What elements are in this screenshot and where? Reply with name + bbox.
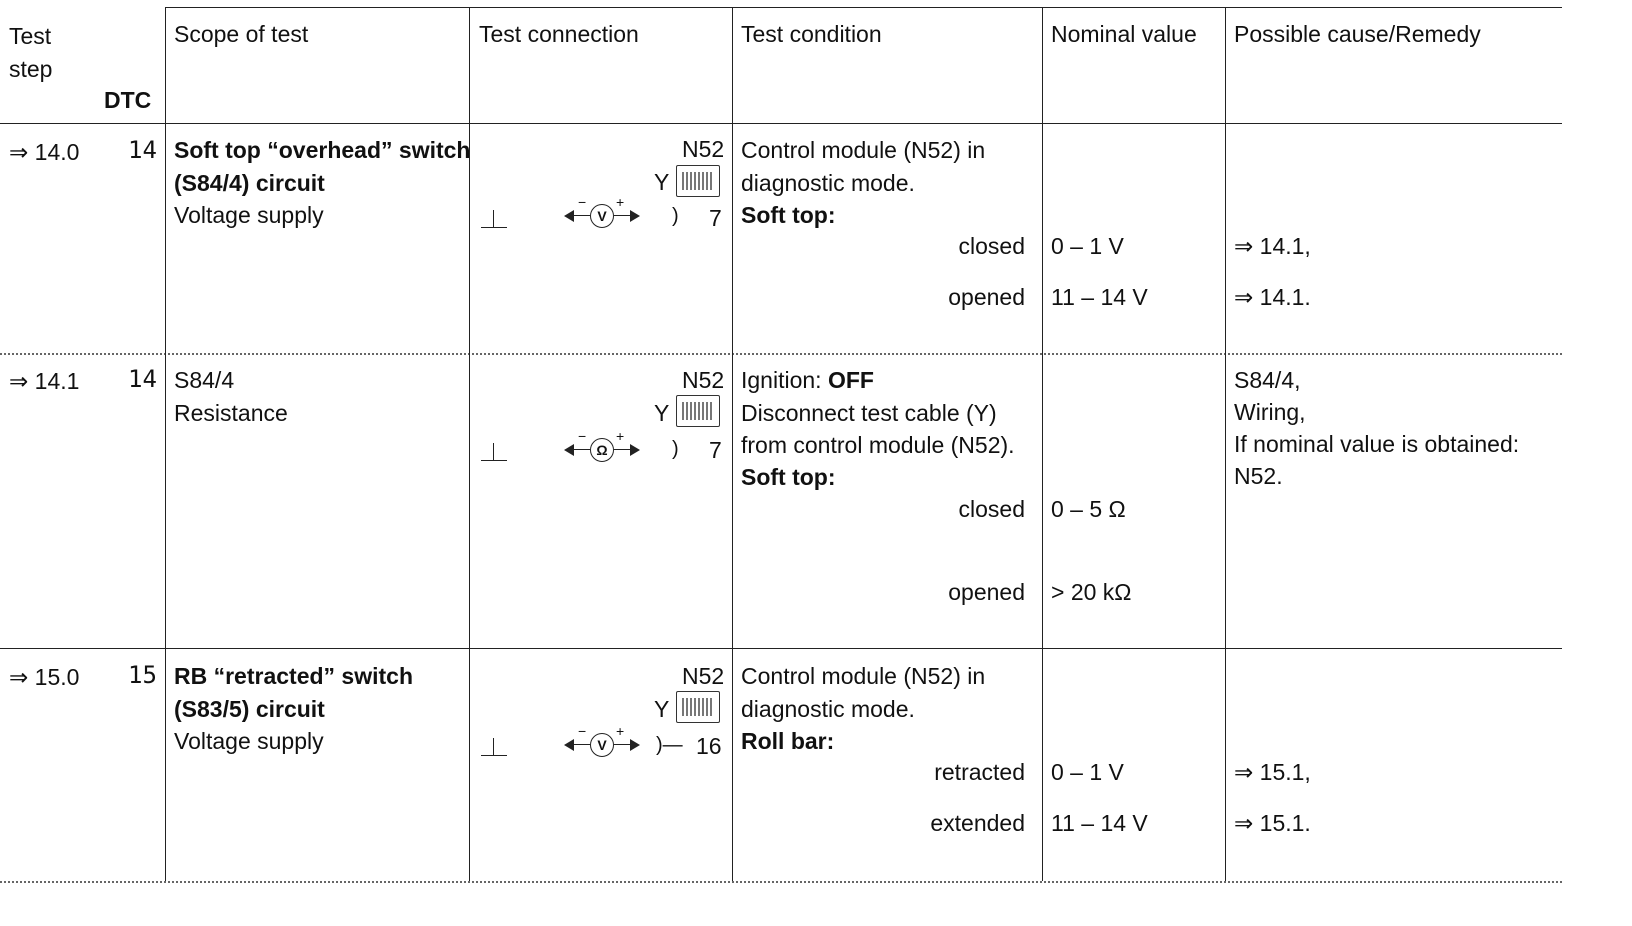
header-test-step-2: step — [9, 56, 53, 82]
meter-symbol-volt: V — [590, 733, 614, 757]
row-14-0-cable: Y — [654, 169, 670, 195]
meter-symbol-volt: V — [590, 204, 614, 228]
row-14-1-state-1: closed — [958, 496, 1025, 522]
row-15-0-step: ⇒ 15.0 — [9, 664, 80, 690]
pin-connector-icon: )— — [656, 734, 683, 756]
header-condition: Test condition — [741, 21, 882, 47]
test-socket-icon — [676, 691, 720, 723]
ground-symbol-icon — [481, 210, 507, 228]
row-14-1-cond-prefix: Ignition: — [741, 367, 828, 393]
pin-connector-icon: ) — [672, 438, 679, 460]
ground-symbol-icon — [481, 443, 507, 461]
row-14-0-pin: 7 — [709, 205, 722, 231]
test-socket-icon — [676, 395, 720, 427]
row-14-1-step: ⇒ 14.1 — [9, 368, 80, 394]
row-14-1-cond-1 — [741, 368, 874, 392]
row-15-0-nominal-2: 11 – 14 V — [1051, 810, 1148, 836]
row-15-0-state-1: retracted — [934, 759, 1025, 785]
row-14-1-state-2: opened — [948, 579, 1025, 605]
header-nominal: Nominal value — [1051, 21, 1197, 47]
row-15-0-cond-bold: Roll bar: — [741, 728, 835, 754]
pin-connector-icon: ) — [672, 205, 679, 227]
row-14-1-nominal-2: > 20 kΩ — [1051, 579, 1132, 605]
row-15-0-cause-2: ⇒ 15.1. — [1234, 810, 1311, 836]
col-divider-nominal — [1042, 7, 1043, 881]
row-14-1-cond-2: Disconnect test cable (Y) — [741, 400, 997, 426]
row-14-1-cause-4: N52. — [1234, 463, 1283, 489]
row-14-1-cause-1: S84/4, — [1234, 367, 1301, 393]
multimeter-icon: − V + — [564, 200, 640, 230]
row-15-0-scope-sub: Voltage supply — [174, 728, 324, 754]
row-15-0-state-2: extended — [930, 810, 1025, 836]
row-14-1-dtc: 14 — [128, 365, 157, 393]
row-14-1-cause-2: Wiring, — [1234, 399, 1306, 425]
row-14-0-state-2: opened — [948, 284, 1025, 310]
row-15-0-nominal-1: 0 – 1 V — [1051, 759, 1124, 785]
row-14-0-scope-title: Soft top “overhead” switch — [174, 137, 471, 163]
row-14-0-cond-bold: Soft top: — [741, 202, 836, 228]
row-14-1-nominal-1: 0 – 5 Ω — [1051, 496, 1126, 522]
ground-symbol-icon — [481, 738, 507, 756]
row-14-0-nominal-2: 11 – 14 V — [1051, 284, 1148, 310]
row-14-0-cond-2: diagnostic mode. — [741, 170, 915, 196]
row-14-1-scope-1: S84/4 — [174, 367, 235, 393]
row-14-0-dtc: 14 — [128, 136, 157, 164]
row-divider-1 — [0, 353, 1562, 355]
row-15-0-cause-1: ⇒ 15.1, — [1234, 759, 1311, 785]
test-socket-icon — [676, 165, 720, 197]
col-divider-cause — [1225, 7, 1226, 881]
row-14-1-module: N52 — [682, 367, 725, 393]
col-divider-scope — [165, 7, 166, 881]
row-15-0-cond-2: diagnostic mode. — [741, 696, 915, 722]
row-14-0-module: N52 — [682, 136, 725, 162]
row-15-0-dtc: 15 — [128, 661, 157, 689]
meter-symbol-ohm: Ω — [590, 438, 614, 462]
row-14-1-pin: 7 — [709, 437, 722, 463]
row-14-0-state-1: closed — [958, 233, 1025, 259]
row-15-0-cond-1: Control module (N52) in — [741, 663, 986, 689]
row-14-0-step: ⇒ 14.0 — [9, 139, 80, 165]
row-15-0-pin: 16 — [696, 733, 722, 759]
row-14-0-cause-2: ⇒ 14.1. — [1234, 284, 1311, 310]
row-15-0-scope-title: RB “retracted” switch — [174, 663, 414, 689]
header-cause: Possible cause/Remedy — [1234, 21, 1481, 47]
header-scope: Scope of test — [174, 21, 309, 47]
row-14-0-scope-sub: Voltage supply — [174, 202, 324, 228]
header-dtc: DTC — [104, 87, 152, 113]
row-divider-2 — [0, 648, 1562, 649]
header-connection: Test connection — [479, 21, 639, 47]
header-bottom-border — [0, 123, 1562, 124]
table-bottom-border — [0, 881, 1562, 883]
row-14-0-cause-1: ⇒ 14.1, — [1234, 233, 1311, 259]
row-15-0-module: N52 — [682, 663, 725, 689]
row-14-0-scope-circuit: (S84/4) circuit — [174, 170, 325, 196]
header-test-step: Test — [9, 23, 52, 49]
row-14-1-cond-bold: Soft top: — [741, 464, 836, 490]
row-14-1-scope-2: Resistance — [174, 400, 288, 426]
multimeter-icon: − V + — [564, 729, 640, 759]
row-14-1-cause-3: If nominal value is obtained: — [1234, 431, 1520, 457]
row-14-0-nominal-1: 0 – 1 V — [1051, 233, 1124, 259]
table-top-border — [165, 7, 1562, 8]
row-14-1-cond-3: from control module (N52). — [741, 432, 1015, 458]
row-14-0-cond-1: Control module (N52) in — [741, 137, 986, 163]
col-divider-condition — [732, 7, 733, 881]
row-15-0-cable: Y — [654, 696, 670, 722]
row-14-1-cond-off: OFF — [827, 367, 874, 393]
row-15-0-scope-circuit: (S83/5) circuit — [174, 696, 325, 722]
multimeter-icon: − Ω + — [564, 434, 640, 464]
row-14-1-cable: Y — [654, 400, 670, 426]
